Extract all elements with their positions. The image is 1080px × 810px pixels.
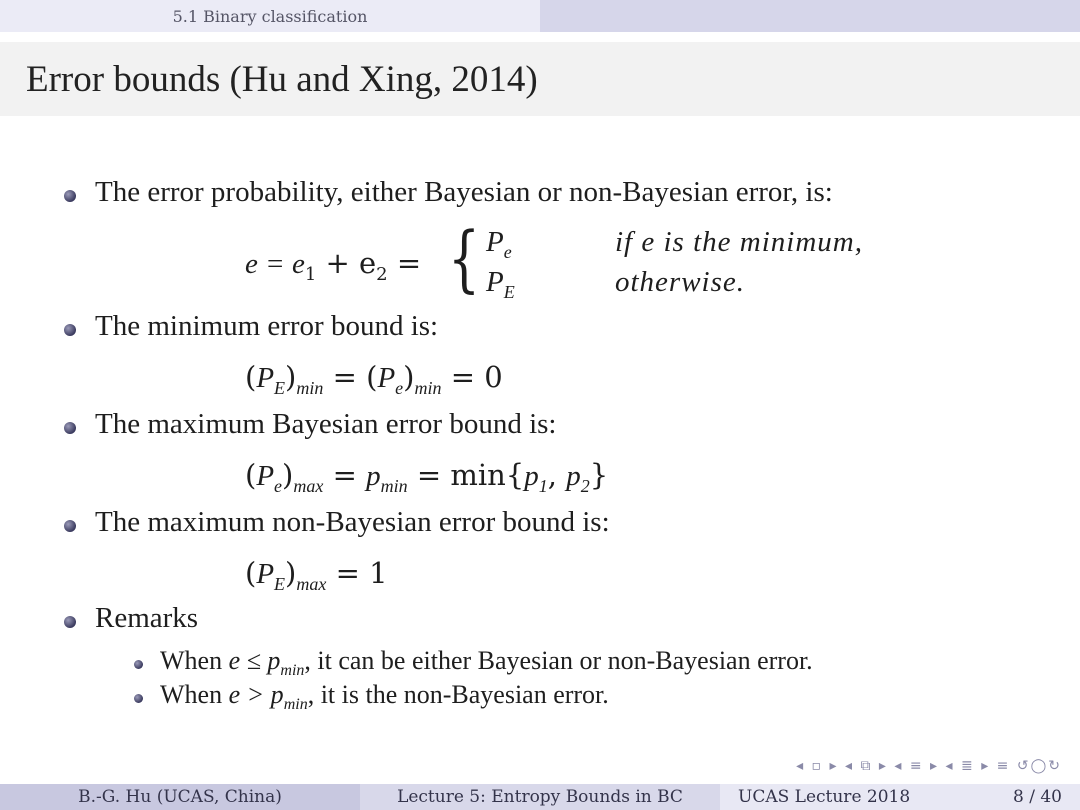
footer-lecture-title: Lecture 5: Entropy Bounds in BC: [360, 784, 720, 810]
nav-align-icon[interactable]: ≡: [996, 758, 1011, 774]
case2-condition: otherwise.: [615, 266, 746, 298]
nav-prev-subsection-icon[interactable]: ◂ ≡ ▸: [894, 758, 940, 774]
footer-venue: UCAS Lecture 2018: [738, 787, 911, 807]
bullet-icon: [64, 324, 76, 336]
sub-bullet-icon: [134, 694, 143, 703]
equation-error-sum: $e = e_1 + e_2$ =: [245, 246, 422, 285]
remark-text: When $e \le p_{min}$, it can be either Bayesian or non-Bayesian error.: [160, 646, 813, 680]
case1-condition: if e is the minimum,: [615, 226, 863, 258]
section-nav-link[interactable]: 5.1 Binary classification: [172, 6, 368, 26]
bullet-icon: [64, 422, 76, 434]
remark-text: When $e > p_{min}$, it is the non-Bayesian error.: [160, 680, 609, 714]
equation-min-bound: $(P_E)_{min} = (P_e)_{min} = 0$: [245, 360, 503, 398]
sub-bullet-icon: [134, 660, 143, 669]
bullet-text: The maximum Bayesian error bound is:: [95, 408, 557, 440]
equation-max-bayesian: $(P_e)_{max} = p_{min} = \min\{p_1$, $p_2$}: [245, 458, 609, 496]
case1-value: $P_e$: [486, 226, 512, 262]
nav-prev-section-icon[interactable]: ◂ ⧉ ▸: [844, 758, 888, 774]
nav-next-section-icon[interactable]: ◂ ≣ ▸: [945, 758, 991, 774]
bullet-text: The maximum non-Bayesian error bound is:: [95, 506, 610, 538]
footer-page-number: 8 / 40: [1013, 787, 1062, 807]
bullet-text: The minimum error bound is:: [95, 310, 439, 342]
case2-value: $P_E$: [486, 266, 515, 302]
footer-bar: [0, 784, 1080, 810]
bullet-text: The error probability, either Bayesian or non-Bayesian error, is:: [95, 176, 833, 208]
nav-search-icon[interactable]: ↺◯↻: [1016, 758, 1062, 774]
nav-prev-frame-icon[interactable]: ◂ ▫ ▸: [796, 758, 839, 774]
equation-max-nonbayesian: $(P_E)_{max} = 1$: [245, 556, 388, 594]
bullet-icon: [64, 520, 76, 532]
bullet-icon: [64, 190, 76, 202]
footer-right: [720, 784, 1080, 810]
slide-title: Error bounds (Hu and Xing, 2014): [26, 58, 538, 100]
bullet-text: Remarks: [95, 602, 199, 634]
footer-author: B.-G. Hu (UCAS, China): [0, 784, 360, 810]
bullet-icon: [64, 616, 76, 628]
cases-brace: {: [448, 216, 481, 300]
beamer-navigation-symbols: [796, 758, 1062, 774]
